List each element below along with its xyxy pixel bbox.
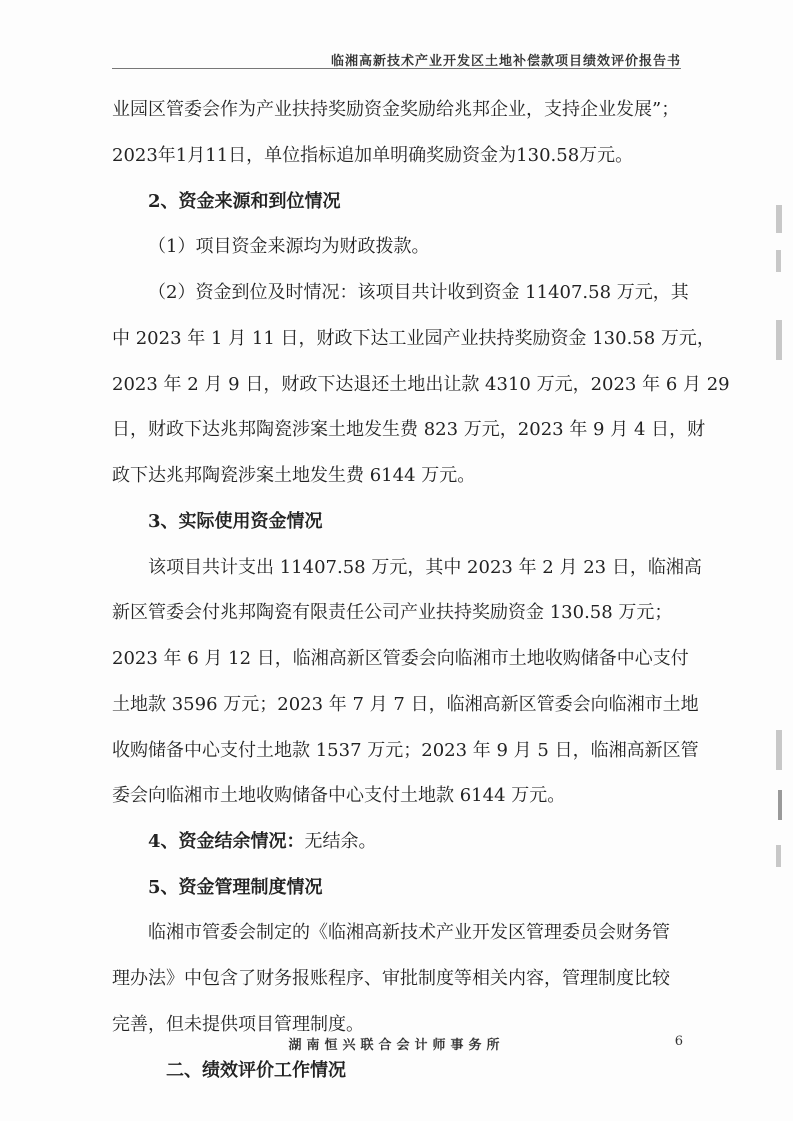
scan-artifact: [776, 730, 782, 770]
scan-artifact: [776, 320, 782, 360]
paragraph-line: 土地款 3596 万元；2023 年 7 月 7 日，临湘高新区管委会向临湘市土地: [112, 694, 699, 715]
paragraph-line: 2023 年 6 月 12 日，临湘高新区管委会向临湘市土地收购储备中心支付: [112, 648, 689, 669]
paragraph-line: 收购储备中心支付土地款 1537 万元；2023 年 9 月 5 日，临湘高新区管: [112, 740, 699, 761]
section-heading: 2、资金来源和到位情况: [148, 191, 341, 212]
section-line: [148, 824, 377, 860]
footer-firm-name: 湖南恒兴联合会计师事务所: [288, 1038, 505, 1053]
paragraph-line: 中 2023 年 1 月 11 日，财政下达工业园产业扶持奖励资金 130.58 万元，: [112, 328, 715, 349]
paragraph-line: 政下达兆邦陶瓷涉案土地发生费 6144 万元。: [112, 465, 476, 486]
paragraph-line: 委会向临湘市土地收购储备中心支付土地款 6144 万元。: [112, 785, 566, 806]
section-value: 无结余。: [304, 831, 377, 852]
chapter-heading: 二、绩效评价工作情况: [166, 1060, 346, 1081]
scan-artifact: [776, 205, 782, 233]
scan-artifact: [778, 790, 782, 820]
section-heading: 3、实际使用资金情况: [148, 511, 323, 532]
section-heading: 4、资金结余情况：: [148, 831, 305, 852]
page-footer: [0, 1034, 793, 1054]
paragraph-line: 日，财政下达兆邦陶瓷涉案土地发生费 823 万元，2023 年 9 月 4 日，财: [112, 419, 706, 440]
paragraph-line: （2）资金到位及时情况：该项目共计收到资金 11407.58 万元，其: [148, 282, 689, 303]
paragraph-line: （1）项目资金来源均为财政拨款。: [148, 236, 430, 257]
page-number: 6: [674, 1034, 683, 1049]
section-heading: 5、资金管理制度情况: [148, 877, 323, 898]
paragraph-line: 业园区管委会作为产业扶持奖励资金奖励给兆邦企业，支持企业发展”；: [112, 99, 680, 120]
paragraph-line: 新区管委会付兆邦陶瓷有限责任公司产业扶持奖励资金 130.58 万元；: [112, 602, 673, 623]
paragraph-line: 临湘市管委会制定的《临湘高新技术产业开发区管理委员会财务管: [148, 922, 670, 943]
paragraph-line: 2023 年 2 月 9 日，财政下达退还土地出让款 4310 万元，2023 年 6 月 29: [112, 374, 730, 395]
paragraph-line: 理办法》中包含了财务报账程序、审批制度等相关内容，管理制度比较: [112, 968, 670, 989]
paragraph-line: 2023年1月11日，单位指标追加单明确奖励资金为130.58万元。: [112, 145, 634, 166]
scan-artifact: [776, 845, 781, 867]
header-rule: [112, 68, 681, 69]
header-title: 临湘高新技术产业开发区土地补偿款项目绩效评价报告书: [330, 54, 681, 69]
scan-artifact: [776, 250, 781, 272]
paragraph-line: 完善，但未提供项目管理制度。: [112, 1014, 364, 1035]
paragraph-line: 该项目共计支出 11407.58 万元，其中 2023 年 2 月 23 日，临湘高: [148, 557, 702, 578]
